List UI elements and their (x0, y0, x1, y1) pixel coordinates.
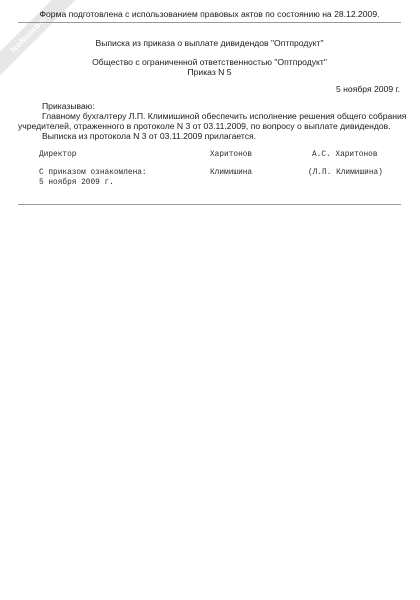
top-divider (18, 22, 401, 23)
body-line-3: Выписка из протокола N 3 от 03.11.2009 прилагается. (42, 131, 257, 141)
body-line-2: учредителей, отраженного в протоколе N 3 от 03.11.2009, по вопросу о выплате дивидендов. (18, 121, 391, 131)
acknowledgement-label: С приказом ознакомлена: (39, 169, 147, 177)
body-line-1: Главному бухгалтеру Л.П. Климишиной обеспечить исполнение решения общего собрания (42, 111, 407, 121)
order-word: Приказываю: (42, 101, 95, 111)
director-signature: Харитонов (210, 151, 253, 159)
order-date: 5 ноября 2009 г. (336, 84, 400, 94)
acknowledgement-date: 5 ноября 2009 г. (39, 179, 114, 187)
director-role: Директор (39, 151, 77, 159)
accountant-name: (Л.П. Климишина) (308, 169, 383, 177)
bottom-divider (18, 204, 401, 205)
organization-name: Общество с ограниченной ответственностью "Оптпродукт" (92, 57, 327, 67)
legal-acts-notice: Форма подготовлена с использованием правовых актов по состоянию на 28.12.2009. (39, 9, 380, 19)
watermark-ribbon: NoNumbers (0, 0, 90, 92)
document-title: Выписка из приказа о выплате дивидендов "Оптпродукт" (95, 38, 324, 48)
director-name: А.С. Харитонов (312, 151, 378, 159)
accountant-signature: Климишина (210, 169, 253, 177)
order-number: Приказ N 5 (187, 67, 232, 77)
